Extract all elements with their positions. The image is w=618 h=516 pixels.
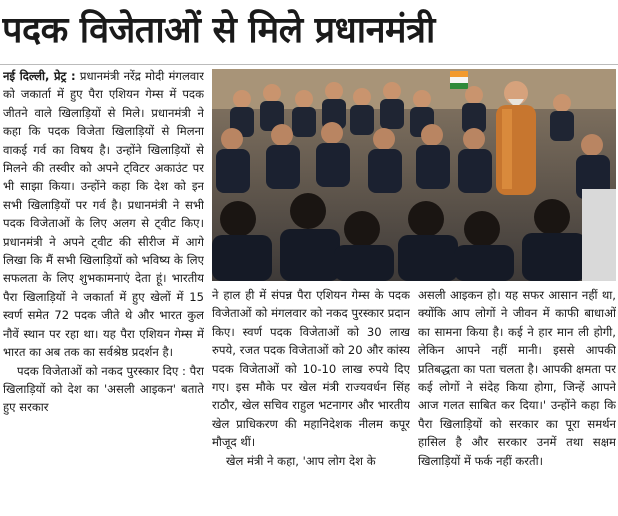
paragraph-2: पदक विजेताओं को नकद पुरस्कार दिए : पैरा खिलाड़ियों को देश का 'असली आइकन' बताते हुए सरकार bbox=[3, 363, 204, 415]
article-column-3 bbox=[418, 286, 616, 513]
paragraph-4: खेल मंत्री ने कहा, 'आप लोग देश के bbox=[226, 453, 376, 468]
headline: पदक विजेताओं से मिले प्रधानमंत्री bbox=[2, 10, 435, 51]
dateline: नई दिल्ली, प्रेट्र : bbox=[3, 69, 76, 83]
photo-illustration bbox=[212, 69, 616, 281]
paragraph-5: असली आइकन हो। यह सफर आसान नहीं था, क्योंकि आप लोगों ने जीवन में काफी बाधाओं का सामना किया है। कई ने हार मान ली होगी, लेकिन आपने नहीं मानी। इससे आपकी प्रतिबद्धता का पता चलता है। आपकी क्षमता पर कई लोगों ने संदेह किया होगा, जिन्हें आपने आज गलत साबित कर दिया।' उन्होंने कहा कि पैरा खिलाड़ियों को सरकार का पूरा समर्थन हासिल है और सरकार उनमें तथा सक्षम खिलाड़ियों में फर्क नहीं करती। bbox=[418, 288, 616, 468]
paragraph-3: ने हाल ही में संपन्न पैरा एशियन गेम्स के पदक विजेताओं को मंगलवार को नकद पुरस्कार प्रदान किए। स्वर्ण पदक विजेताओं को 30 लाख रुपये, रजत पदक विजेताओं को 20 और कांस्य पदक विजेताओं को 10-10 लाख रुपये दिए गए। इस मौके पर खेल मंत्री राज्यवर्धन सिंह राठौर, खेल सचिव राहुल भटनागर और भारतीय खेल प्राधिकरण की महानिदेशक नीलम कपूर मौजूद थीं। bbox=[212, 288, 410, 450]
article-column-1 bbox=[3, 67, 204, 513]
paragraph-1-text: प्रधानमंत्री नरेंद्र मोदी मंगलवार को जकार्ता में हुए पैरा एशियन गेम्स में पदक जीतने वाले खिलाड़ियों से मिले। प्रधानमंत्री ने कहा कि पदक विजेता खिलाड़ियों से मिलना वाकई गर्व का विषय है। उन्होंने खिलाड़ियों से मिलने की तस्वीर को अपने ट्विटर अकाउंट पर भी साझा किया। उन्होंने कहा कि देश को इन सभी खिलाड़ियों पर गर्व है। प्रधानमंत्री ने सभी पदक विजेताओं के लिए अलग से ट्वीट किए। प्रधानमंत्री ने अपने ट्वीट की सीरीज में आगे लिखा कि मैं सभी खिलाड़ियों को भविष्य के लिए सफलता के लिए शुभकामनाएं देता हूं। भारतीय पैरा खिलाड़ियों ने जकार्ता में हुए खेलों में 15 स्वर्ण समेत 72 पदक जीते थे और भारत कुल नौवें स्थान पर रहा था। यह पैरा एशियन गेम्स में भारत का अब तक का सर्वश्रेष्ठ प्रदर्शन है। bbox=[3, 69, 204, 360]
headline-divider bbox=[0, 64, 618, 65]
paragraph-1 bbox=[3, 67, 204, 362]
article-column-2 bbox=[212, 286, 410, 513]
news-photo bbox=[212, 69, 616, 281]
